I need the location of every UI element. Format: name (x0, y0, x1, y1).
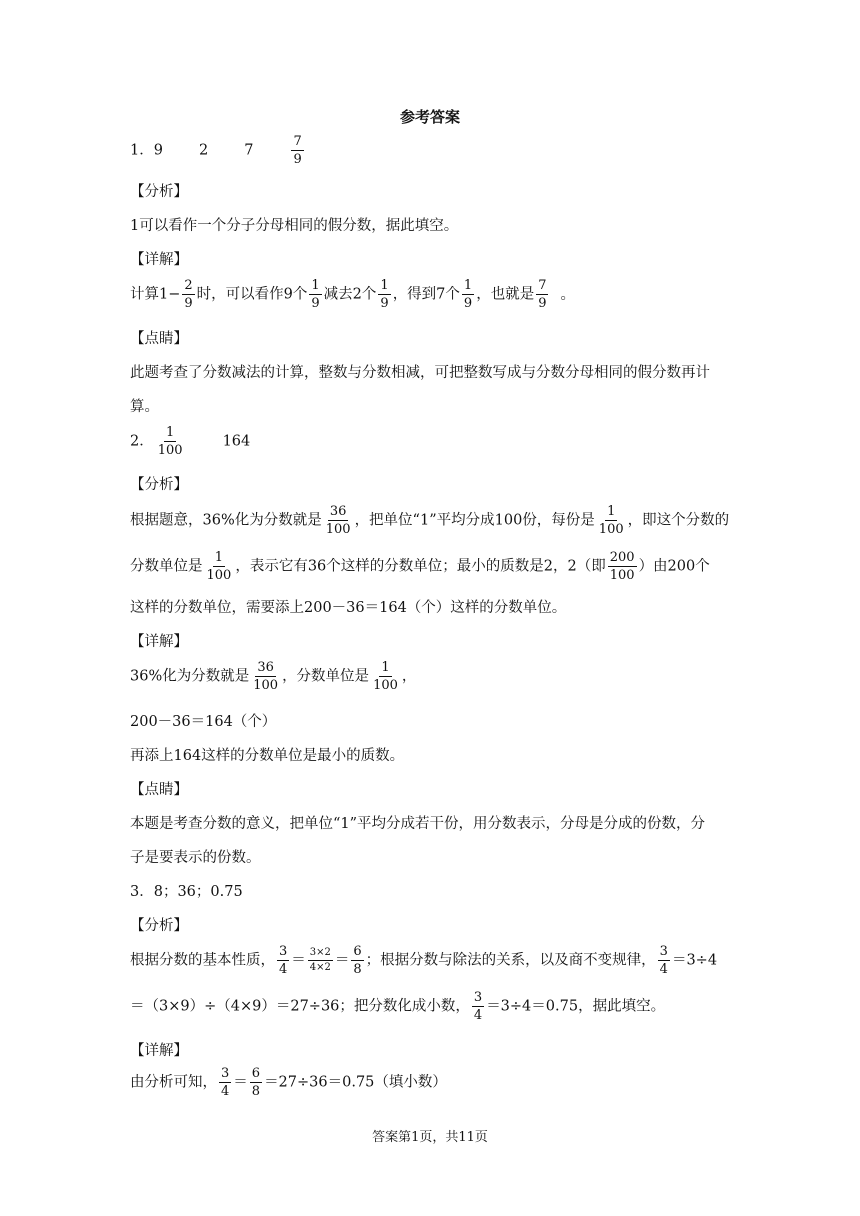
q2-detail-line-2: 200－36＝164（个） (130, 714, 277, 730)
q1-blank-4-fraction: $\frac{7}{9}$ (293, 134, 302, 167)
q1-review-line-2: 算。 (130, 399, 159, 415)
q3-analysis-line-1: 根据分数的基本性质， $\frac{3}{4}$ ＝ $\frac{3\times 2}{4\times 2}$ ＝ $\frac{6}{8}$ ；根据分数与除法的关系，以及商不变规律， $\frac{3}{4}$ ＝3÷4 (130, 944, 718, 977)
q2-blank-2: 164 (222, 433, 251, 450)
q2-review-line-1: 本题是考查分数的意义，把单位“1”平均分成若干份，用分数表示，分母是分成的份数，分 (130, 816, 706, 832)
q1-review-line-1: 此题考查了分数减法的计算，整数与分数相减，可把整数写成与分数分母相同的假分数再计 (130, 365, 710, 381)
q1-blank-3: 7 (244, 142, 254, 159)
q2-review-tag: 【点睛】 (130, 782, 188, 798)
q1-analysis-tag: 【分析】 (130, 184, 188, 200)
q3-answer: 3．8；36；0.75 (130, 884, 243, 900)
page-title: 参考答案 (399, 108, 460, 126)
q2-blank-1-fraction: $\frac{1}{100}$ (157, 425, 183, 458)
q2-detail-tag: 【详解】 (130, 634, 188, 650)
q3-detail-line-1: 由分析可知， $\frac{3}{4}$ ＝ $\frac{6}{8}$ ＝27÷36＝0.75（填小数） (130, 1066, 447, 1099)
q1-review-tag: 【点睛】 (130, 331, 188, 347)
q1-blank-1: 9 (153, 142, 163, 159)
q1-detail-tag: 【详解】 (130, 252, 188, 268)
q2-detail-line-3: 再添上164这样的分数单位是最小的质数。 (130, 748, 405, 764)
q1-detail-text: 计算1− $\frac{2}{9}$ 时，可以看作9个 $\frac{1}{9}$ 减去2个 $\frac{1}{9}$ ，得到7个 $\frac{1}{9}$ ，也就是 $\frac{7}{9}$ 。 (130, 278, 575, 311)
q2-analysis-line-1: 根据题意，36%化为分数就是 $\frac{36}{100}$ ，把单位“1”平均分成100份，每份是 $\frac{1}{100}$ ，即这个分数的 (130, 504, 730, 537)
page-footer: 答案第1页，共11页 (372, 1130, 488, 1145)
q1-number: 1． (130, 142, 154, 159)
q2-detail-line-1: 36%化为分数就是 $\frac{36}{100}$ ，分数单位是 $\frac{1}{100}$ ， (130, 660, 417, 693)
q2-answer (130, 425, 250, 458)
q3-detail-tag: 【详解】 (130, 1043, 188, 1059)
q1-answer (130, 134, 306, 167)
q2-analysis-tag: 【分析】 (130, 477, 188, 493)
q2-review-line-2: 子是要表示的份数。 (130, 850, 261, 866)
q1-analysis-text: 1可以看作一个分子分母相同的假分数，据此填空。 (130, 218, 459, 234)
q3-analysis-tag: 【分析】 (130, 918, 188, 934)
q2-analysis-line-3: 这样的分数单位，需要添上200－36＝164（个）这样的分数单位。 (130, 600, 567, 616)
q2-number: 2． (130, 433, 154, 450)
q1-blank-2: 2 (198, 142, 209, 159)
q3-analysis-line-2: ＝（3×9）÷（4×9）＝27÷36；把分数化成小数， $\frac{3}{4}$ ＝3÷4＝0.75，据此填空。 (130, 990, 666, 1023)
q2-analysis-line-2: 分数单位是 $\frac{1}{100}$ ，表示它有36个这样的分数单位；最小的质数是2，2（即 $\frac{200}{100}$ ）由200个 (130, 550, 710, 583)
